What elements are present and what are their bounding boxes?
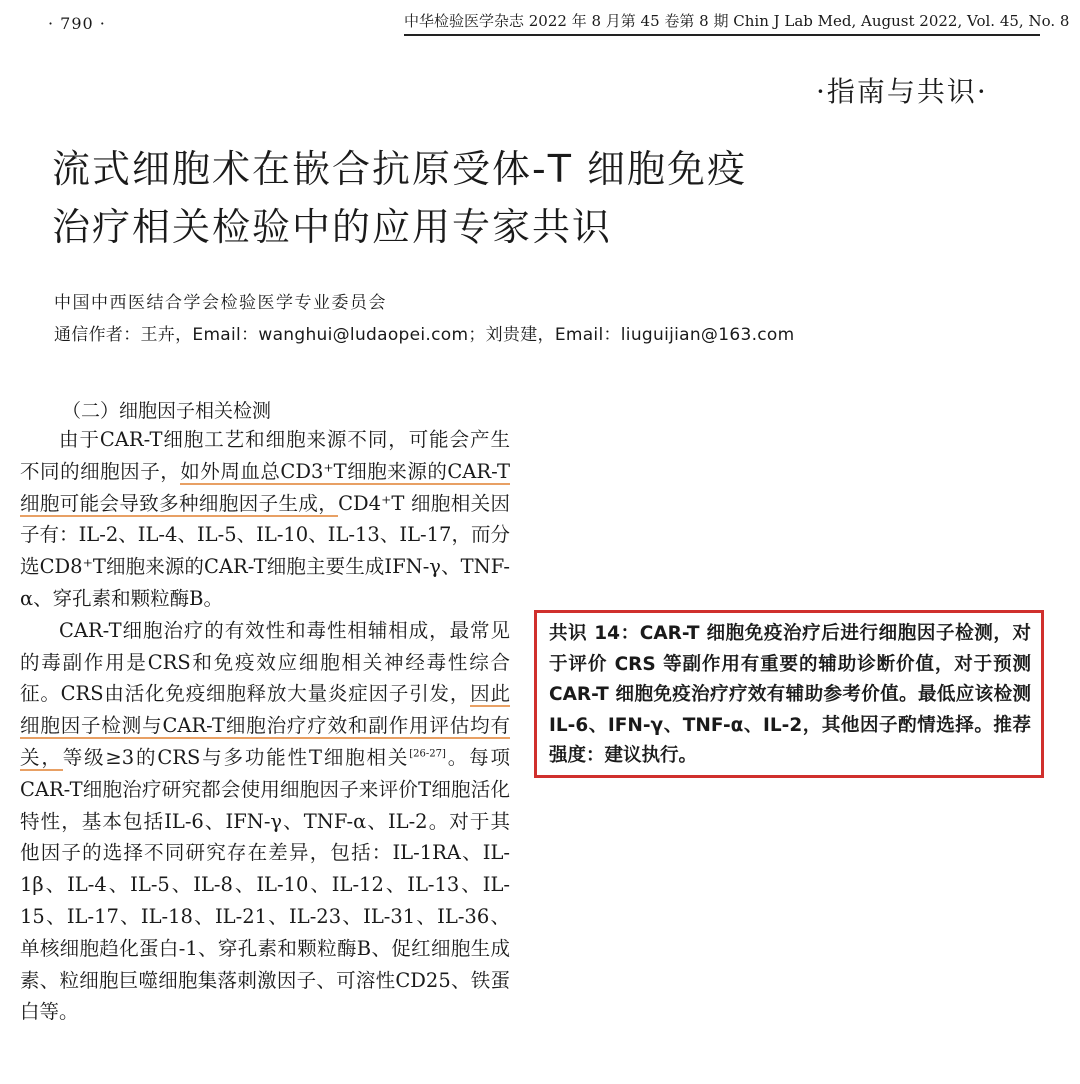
section-label: ·指南与共识· [816,75,988,108]
body-text-column [20,424,510,1028]
para2-text-a: CAR-T细胞治疗的有效性和毒性相辅相成，最常见的毒副作用是CRS和免疫效应细胞相关神经毒性综合征。CRS由活化免疫细胞释放大量炎症因子引发， [20,618,510,706]
para1-underlined-text: 如外周血总CD3⁺T细胞来源的CAR-T细胞可能会导致多种细胞因子生成， [20,459,510,515]
citation-reference: [26-27] [409,748,446,760]
journal-header: 中华检验医学杂志 2022 年 8 月第 45 卷第 8 期 Chin J Lab Med, August 2022, Vol. 45, No. 8 [404,10,1040,36]
article-title [52,140,747,256]
page-number: · 790 · [48,14,106,33]
para2-text-d: 。每项CAR-T细胞治疗研究都会使用细胞因子来评价T细胞活化特性，基本包括IL-6、IFN-γ、TNF-α、IL-2。对于其他因子的选择不同研究存在差异，包括：IL-1RA、IL-1β、IL-4、IL-5、IL-8、IL-10、IL-12、IL-13、IL-15、IL-17、IL-18、IL-21、IL-23、IL-31、IL-36、单核细胞趋化蛋白-1、穿孔素和颗粒酶B、促红细胞生成素、粒细胞巨噬细胞集落刺激因子、可溶性CD25、铁蛋白等。 [20,745,510,1024]
para1-text-a: 由于CAR-T细胞工艺和细胞来源不同，可能会产生不同的细胞因子， [20,428,510,483]
title-line-1: 流式细胞术在嵌合抗原受体-T 细胞免疫 [52,147,748,191]
consensus-text: 共识 14：CAR-T 细胞免疫治疗后进行细胞因子检测，对于评价 CRS 等副作用有重要的辅助诊断价值，对于预测 CAR-T 细胞免疫治疗疗效有辅助参考价值。最低应该检测 IL-6、IFN-γ、TNF-α、IL-2，其他因子酌情选择。推荐强度：建议执行。 [549,623,1031,766]
para1-text-c: CD4⁺T 细胞相关因子有：IL-2、IL-4、IL-5、IL-10、IL-13、IL-17，而分选CD8⁺T细胞来源的CAR-T细胞主要生成IFN-γ、TNF-α、穿孔素和颗粒酶B。 [20,491,510,610]
author-organization: 中国中西医结合学会检验医学专业委员会 [54,293,387,313]
para2-text-c: 等级≥3的CRS与多功能性T细胞相关 [62,745,410,769]
consensus-box [534,610,1044,778]
correspondence-authors: 通信作者：王卉，Email：wanghui@ludaopei.com；刘贵建，Email：liuguijian@163.com [54,325,795,345]
para2-underlined-text: 因此细胞因子检测与CAR-T细胞治疗疗效和副作用评估均有关， [20,682,510,769]
title-line-2: 治疗相关检验中的应用专家共识 [52,205,613,249]
paragraph-1 [20,424,510,615]
paragraph-2 [20,615,510,1028]
subsection-heading: （二）细胞因子相关检测 [62,400,272,422]
